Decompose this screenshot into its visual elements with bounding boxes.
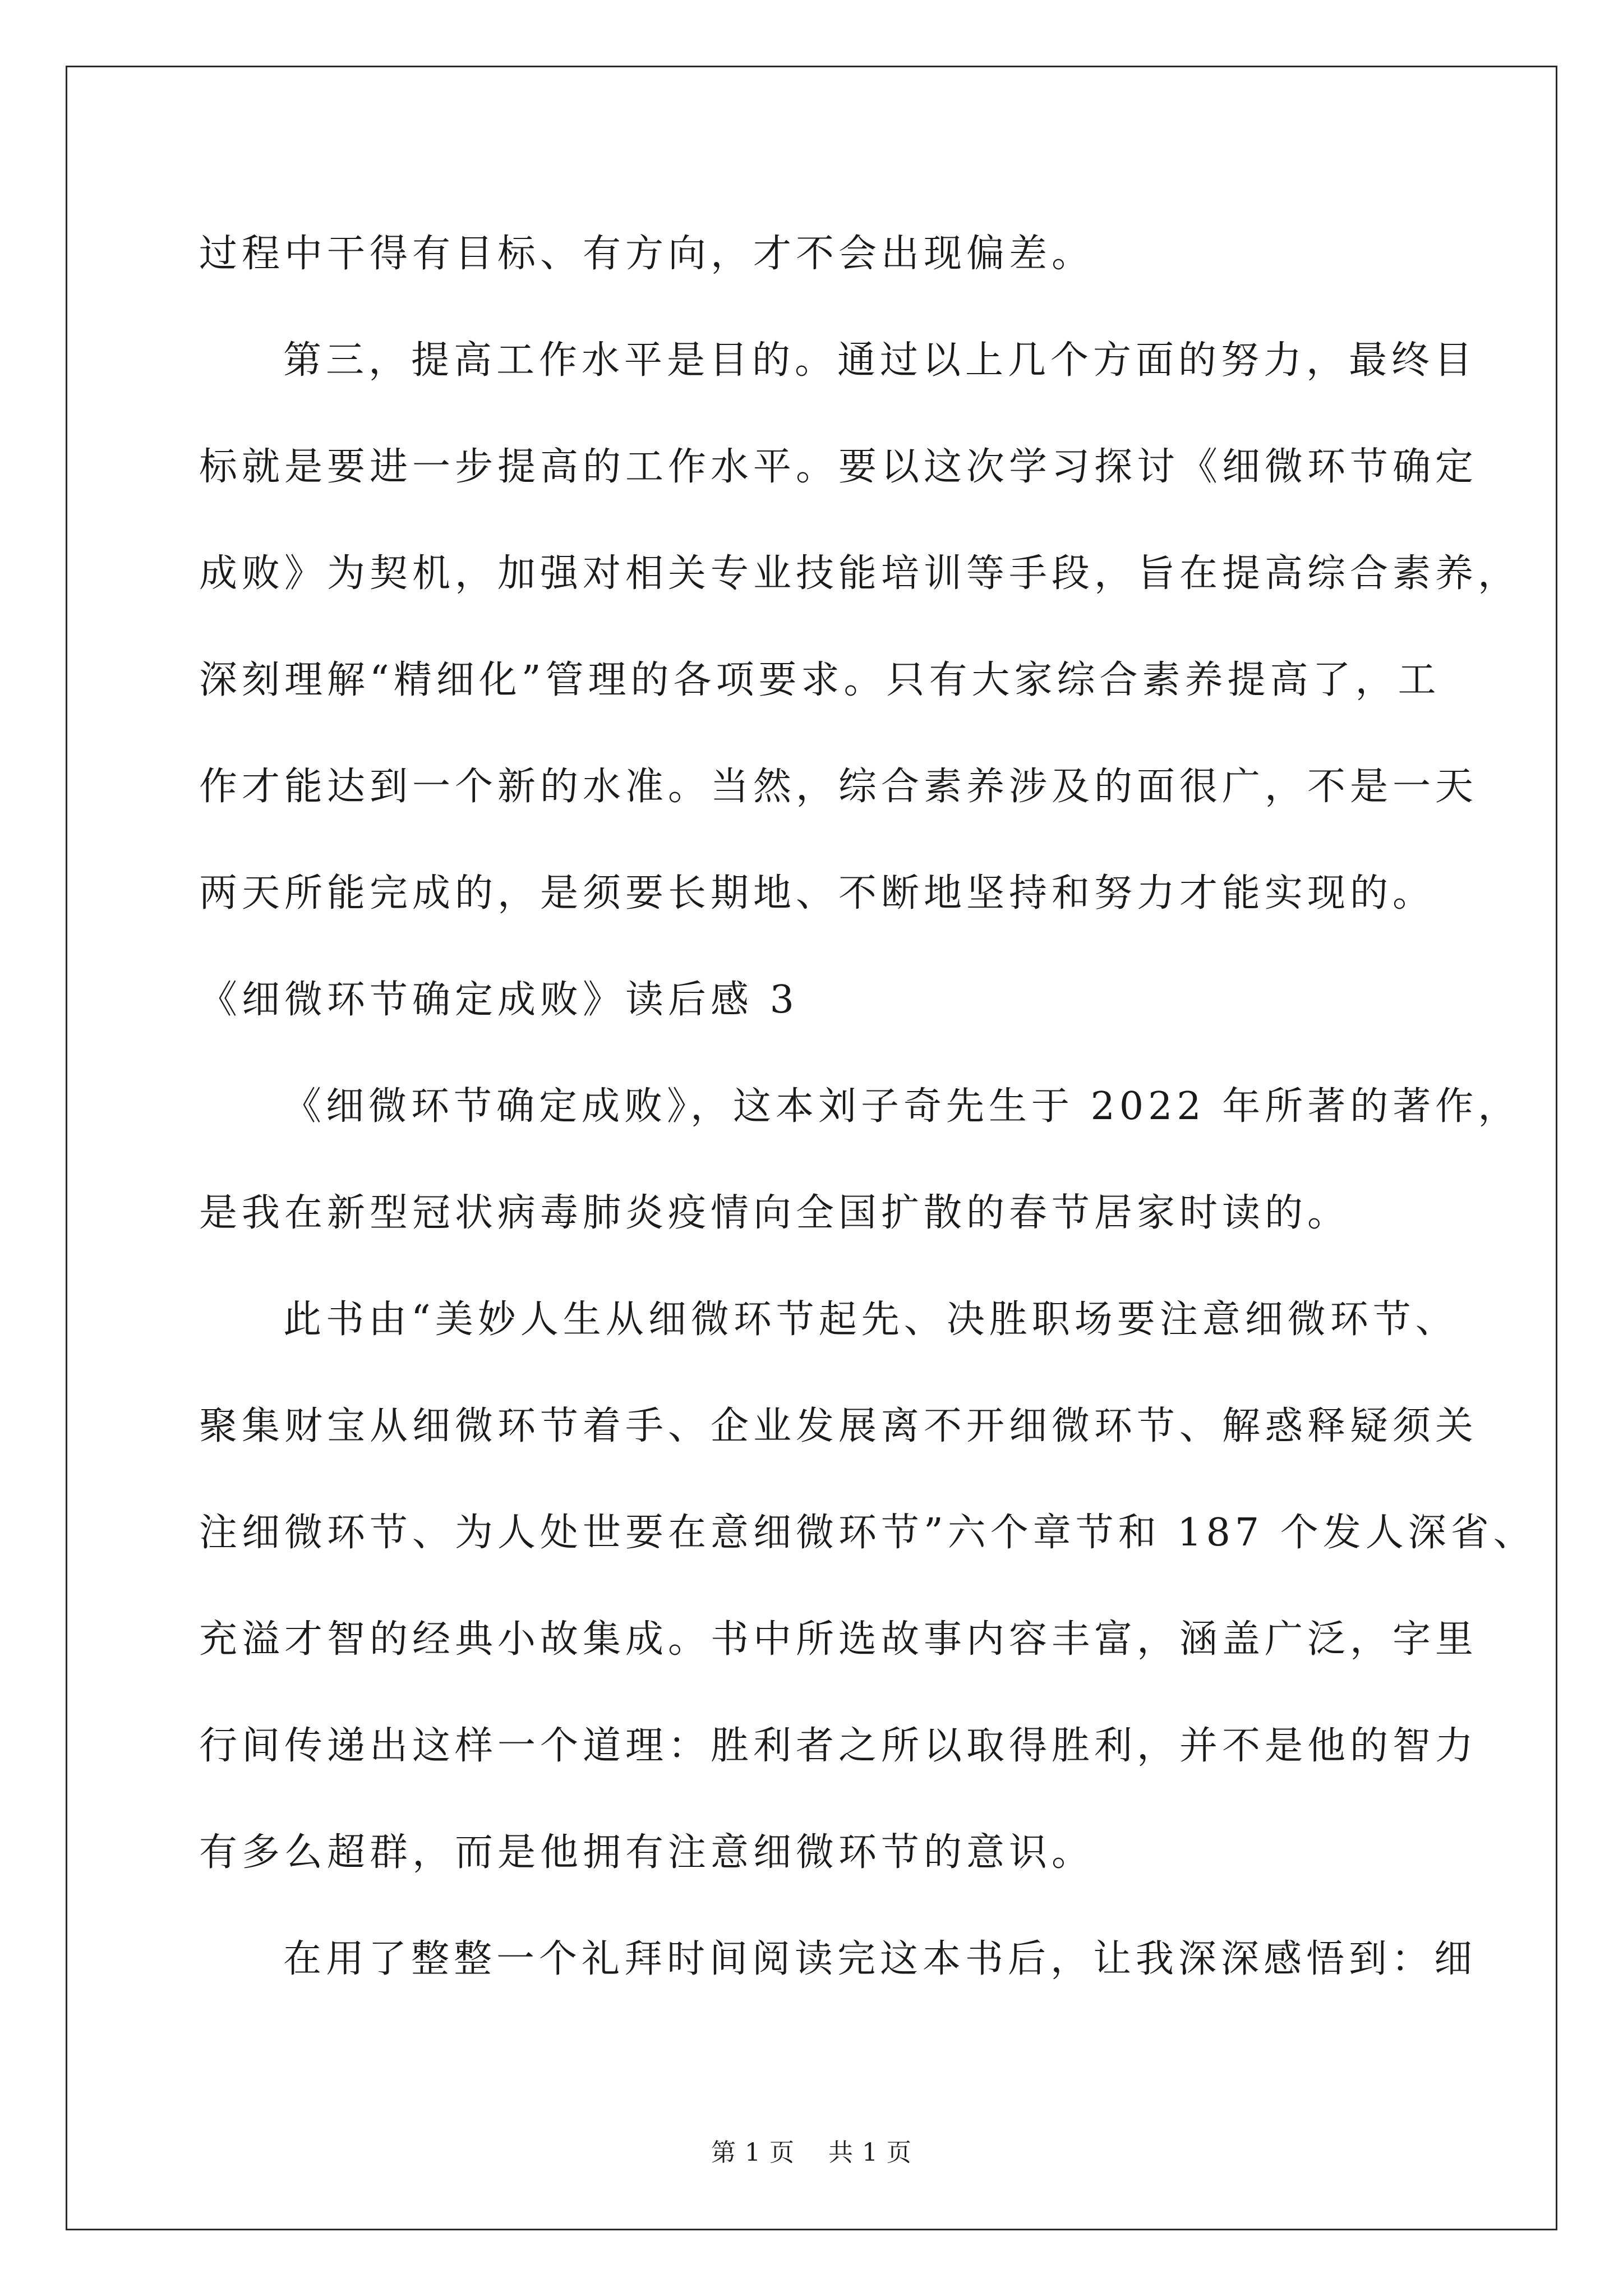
body-line: 是我在新型冠状病毒肺炎疫情向全国扩散的春节居家时读的。 [199,1191,1350,1235]
body-line: 两天所能完成的，是须要长期地、不断地坚持和努力才能实现的。 [199,871,1436,915]
body-line: 聚集财宝从细微环节着手、企业发展离不开细微环节、解惑释疑须关 [199,1404,1478,1448]
body-line: 深刻理解“精细化”管理的各项要求。只有大家综合素养提高了，工 [199,658,1441,702]
body-line: 作才能达到一个新的水准。当然，综合素养涉及的面很广，不是一天 [199,765,1478,809]
body-line: 在用了整整一个礼拜时间阅读完这本书后，让我深深感悟到：细 [283,1937,1477,1981]
body-line: 《细微环节确定成败》，这本刘子奇先生于 2022 年所著的著作， [283,1084,1521,1129]
body-line: 成败》为契机，加强对相关专业技能培训等手段，旨在提高综合素养， [199,551,1521,596]
body-line: 第三，提高工作水平是目的。通过以上几个方面的努力，最终目 [283,338,1477,383]
body-line: 行间传递出这样一个道理：胜利者之所以取得胜利，并不是他的智力 [199,1724,1478,1768]
body-line: 注细微环节、为人处世要在意细微环节”六个章节和 187 个发人深省、 [199,1511,1536,1555]
body-line: 过程中干得有目标、有方向，才不会出现偏差。 [199,232,1095,276]
page-border [66,66,1557,2230]
page-footer: 第 1 页 共 1 页 [711,2138,912,2167]
body-line: 有多么超群，而是他拥有注意细微环节的意识。 [199,1830,1095,1875]
body-line: 此书由“美妙人生从细微环节起先、决胜职场要注意细微环节、 [283,1297,1458,1342]
body-line: 充溢才智的经典小故集成。书中所选故事内容丰富，涵盖广泛，字里 [199,1617,1478,1662]
body-line: 标就是要进一步提高的工作水平。要以这次学习探讨《细微环节确定 [199,445,1478,489]
section-heading: 《细微环节确定成败》读后感 3 [199,978,799,1022]
